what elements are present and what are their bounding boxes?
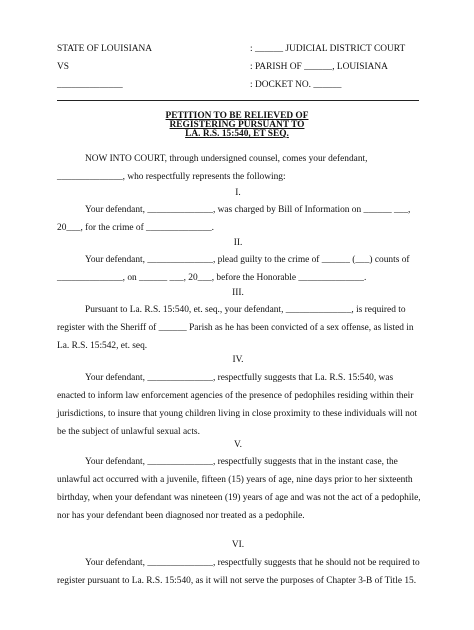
section-line: La. R.S. 15:542, et. seq.: [57, 341, 148, 351]
section-numeral: I.: [235, 188, 241, 198]
caption-vs: VS: [57, 62, 69, 72]
section-line: birthday, when your defendant was nineteen (19) years of age and was not the act of a pedophile,: [57, 493, 421, 503]
section-numeral: VI.: [231, 540, 245, 550]
section-line: register with the Sheriff of ______ Parish as he has been convicted of a sex offense, as listed in: [57, 323, 414, 333]
title-line-2: REGISTERING PURSUANT TO: [169, 120, 305, 130]
section-line: jurisdictions, to insure that young children living in close proximity to these individuals will not: [57, 409, 418, 419]
caption-divider: [57, 100, 419, 101]
caption-defendant-blank: ______________: [57, 80, 123, 90]
section-line: ______________, on ______ ___, 20___, before the Honorable ______________.: [57, 273, 367, 283]
section-line: 20___, for the crime of ______________.: [57, 223, 215, 233]
section-numeral: V.: [234, 440, 242, 450]
section-line: unlawful act occurred with a juvenile, fifteen (15) years of age, nine days prior to her sixteenth: [57, 475, 413, 485]
caption-docket: : DOCKET NO. ______: [250, 80, 342, 90]
section-line: enacted to inform law enforcement agencies of the presence of pedophiles residing within their: [57, 391, 414, 401]
section-line: be the subject of unlawful sexual acts.: [57, 427, 200, 437]
title-line-3: LA. R.S. 15:540, ET SEQ.: [185, 129, 289, 139]
section-line: Your defendant, ______________, respectfully suggests that in the instant case, the: [85, 457, 398, 467]
caption-parish: : PARISH OF ______, LOUISIANA: [250, 62, 388, 72]
title-line-1: PETITION TO BE RELIEVED OF: [165, 111, 309, 121]
section-line: Your defendant, ______________, respectfully suggests that La. R.S. 15:540, was: [85, 373, 394, 383]
intro-line-1: NOW INTO COURT, through undersigned counsel, comes your defendant,: [85, 154, 368, 164]
section-line: nor has your defendant been diagnosed nor treated as a pedophile.: [57, 511, 305, 521]
caption-court: : ______ JUDICIAL DISTRICT COURT: [250, 44, 406, 54]
section-line: Your defendant, ______________, plead guilty to the crime of ______ (___) counts of: [85, 255, 410, 265]
section-line: Pursuant to La. R.S. 15:540, et. seq., your defendant, ______________, is required to: [85, 305, 406, 315]
section-line: Your defendant, ______________, was charged by Bill of Information on ______ ___,: [85, 205, 411, 215]
section-numeral: IV.: [232, 355, 244, 365]
section-line: Your defendant, ______________, respectfully suggests that he should not be required to: [85, 558, 420, 568]
section-numeral: II.: [233, 238, 243, 248]
section-numeral: III.: [232, 288, 244, 298]
caption-state: STATE OF LOUISIANA: [57, 44, 153, 54]
intro-line-2: ______________, who respectfully represents the following:: [57, 172, 286, 182]
section-line: register pursuant to La. R.S. 15:540, as it will not serve the purposes of Chapter 3-B of Title 15.: [57, 576, 417, 586]
